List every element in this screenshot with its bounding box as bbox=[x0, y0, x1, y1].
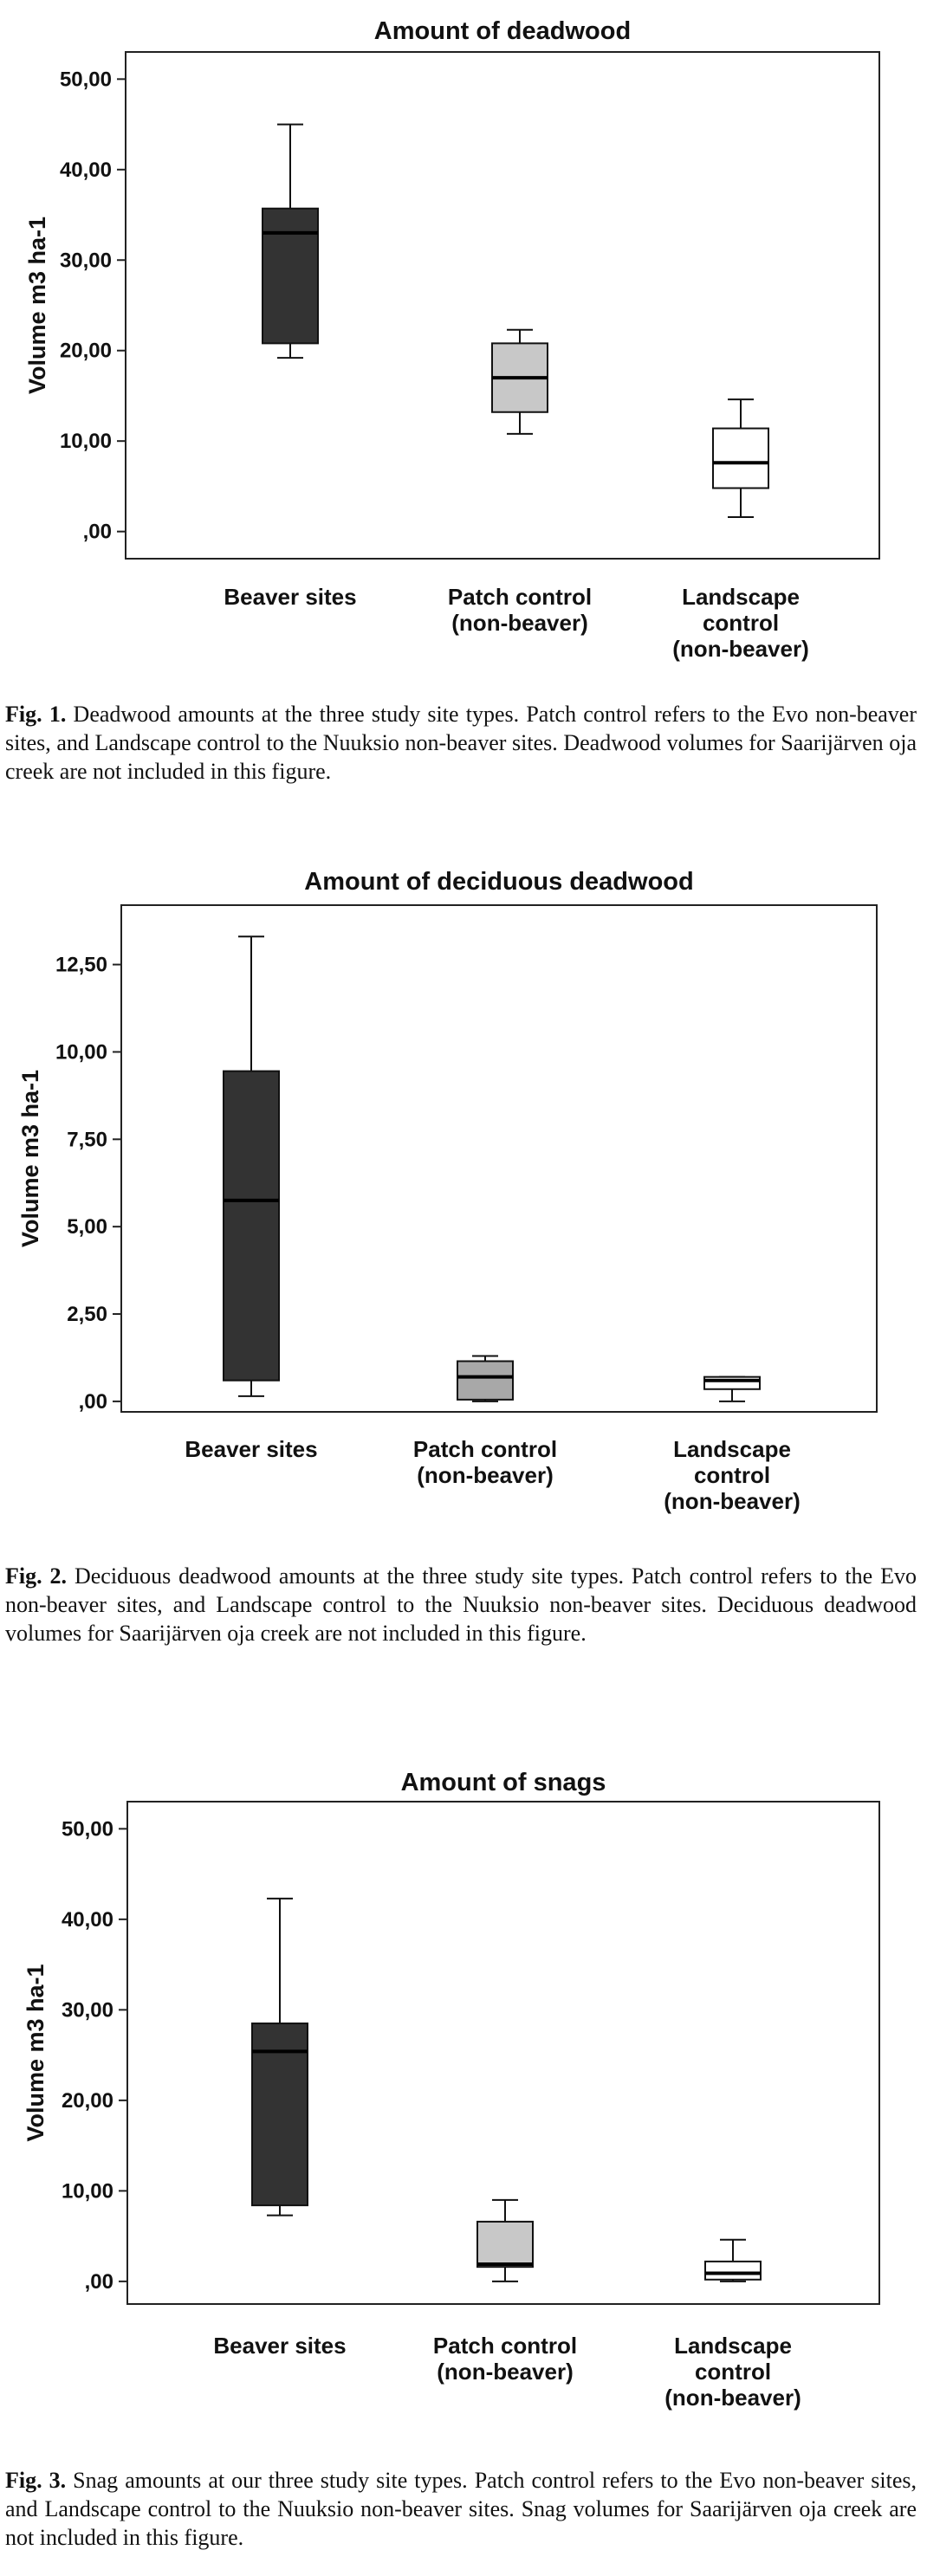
category-label: (non-beaver) bbox=[451, 610, 588, 636]
box bbox=[713, 429, 768, 489]
caption-text: Deciduous deadwood amounts at the three study site types. Patch control refers to the Evo non-beaver sites, and Landscape control to the Nuuksio non-beaver sites. Deciduous deadwood volumes for Saarijärven oja creek are not included in this figure. bbox=[5, 1563, 917, 1646]
figure-3 bbox=[0, 1754, 927, 2576]
y-tick-label: 10,00 bbox=[61, 2179, 113, 2204]
category-label: Beaver sites bbox=[224, 584, 357, 610]
y-tick-label: ,00 bbox=[84, 2269, 113, 2294]
y-tick-label: 5,00 bbox=[67, 1215, 107, 1239]
category-label: (non-beaver) bbox=[664, 2385, 801, 2411]
y-tick-label: 20,00 bbox=[61, 2088, 113, 2113]
category-label: Beaver sites bbox=[213, 2333, 347, 2359]
y-tick-label: ,00 bbox=[78, 1389, 107, 1414]
box bbox=[705, 2262, 761, 2280]
chart-snags bbox=[0, 1754, 927, 2447]
category-label: control bbox=[693, 1462, 771, 1488]
category-label: (non-beaver) bbox=[672, 636, 809, 662]
y-tick-label: 10,00 bbox=[59, 430, 112, 454]
y-tick-label: 30,00 bbox=[59, 249, 112, 273]
y-tick-label: 50,00 bbox=[61, 1817, 113, 1841]
category-label: Patch control bbox=[447, 584, 593, 610]
figure-1 bbox=[0, 0, 927, 806]
caption-fig-1 bbox=[5, 700, 917, 786]
y-tick-label: 10,00 bbox=[55, 1040, 107, 1065]
caption-fig-2 bbox=[5, 1562, 917, 1647]
caption-text: Deadwood amounts at the three study site types. Patch control refers to the Evo non-beaver sites, and Landscape control to the Nuuksio non-beaver sites. Deadwood volumes for Saarijärven oja creek are not included in this figure. bbox=[5, 702, 917, 784]
category-label: Patch control bbox=[412, 1436, 558, 1462]
category-label: Beaver sites bbox=[185, 1436, 318, 1462]
y-axis-label: Volume m3 ha-1 bbox=[17, 1069, 43, 1248]
y-tick-label: ,00 bbox=[82, 520, 112, 544]
caption-label: Fig. 1. bbox=[5, 702, 67, 727]
caption-fig-3 bbox=[5, 2466, 917, 2552]
category-label: Landscape bbox=[682, 584, 800, 610]
caption-text: Snag amounts at our three study site types. Patch control refers to the Evo non-beaver sites, and Landscape control to the Nuuksio non-beaver sites. Snag volumes for Saarijärven oja creek are not included in this figure. bbox=[5, 2468, 917, 2550]
y-tick-label: 30,00 bbox=[61, 1998, 113, 2023]
y-tick-label: 7,50 bbox=[67, 1128, 107, 1152]
y-tick-label: 2,50 bbox=[67, 1303, 107, 1327]
category-label: Landscape bbox=[673, 1436, 791, 1462]
y-tick-label: 40,00 bbox=[61, 1907, 113, 1932]
chart-title: Amount of deciduous deadwood bbox=[304, 868, 694, 896]
y-tick-label: 12,50 bbox=[55, 953, 107, 977]
box bbox=[224, 1071, 279, 1381]
y-tick-label: 40,00 bbox=[59, 158, 112, 182]
caption-label: Fig. 2. bbox=[5, 1563, 68, 1589]
y-tick-label: 20,00 bbox=[59, 339, 112, 363]
box bbox=[457, 1362, 513, 1400]
category-label: (non-beaver) bbox=[417, 1462, 554, 1488]
box bbox=[477, 2222, 533, 2267]
y-tick-label: 50,00 bbox=[59, 68, 112, 92]
category-label: control bbox=[702, 610, 780, 636]
y-axis-label: Volume m3 ha-1 bbox=[24, 216, 50, 395]
category-label: Patch control bbox=[432, 2333, 578, 2359]
chart-deciduous-deadwood bbox=[0, 853, 927, 1546]
chart-title: Amount of snags bbox=[400, 1769, 606, 1796]
caption-label: Fig. 3. bbox=[5, 2468, 67, 2493]
chart-title: Amount of deadwood bbox=[373, 17, 632, 45]
y-axis-label: Volume m3 ha-1 bbox=[23, 1964, 49, 2142]
category-label: (non-beaver) bbox=[664, 1488, 801, 1514]
category-label: control bbox=[694, 2359, 772, 2385]
chart-deadwood bbox=[0, 0, 927, 684]
category-label: Landscape bbox=[674, 2333, 792, 2359]
category-label: (non-beaver) bbox=[437, 2359, 574, 2385]
figure-2 bbox=[0, 853, 927, 1685]
box bbox=[263, 209, 318, 344]
